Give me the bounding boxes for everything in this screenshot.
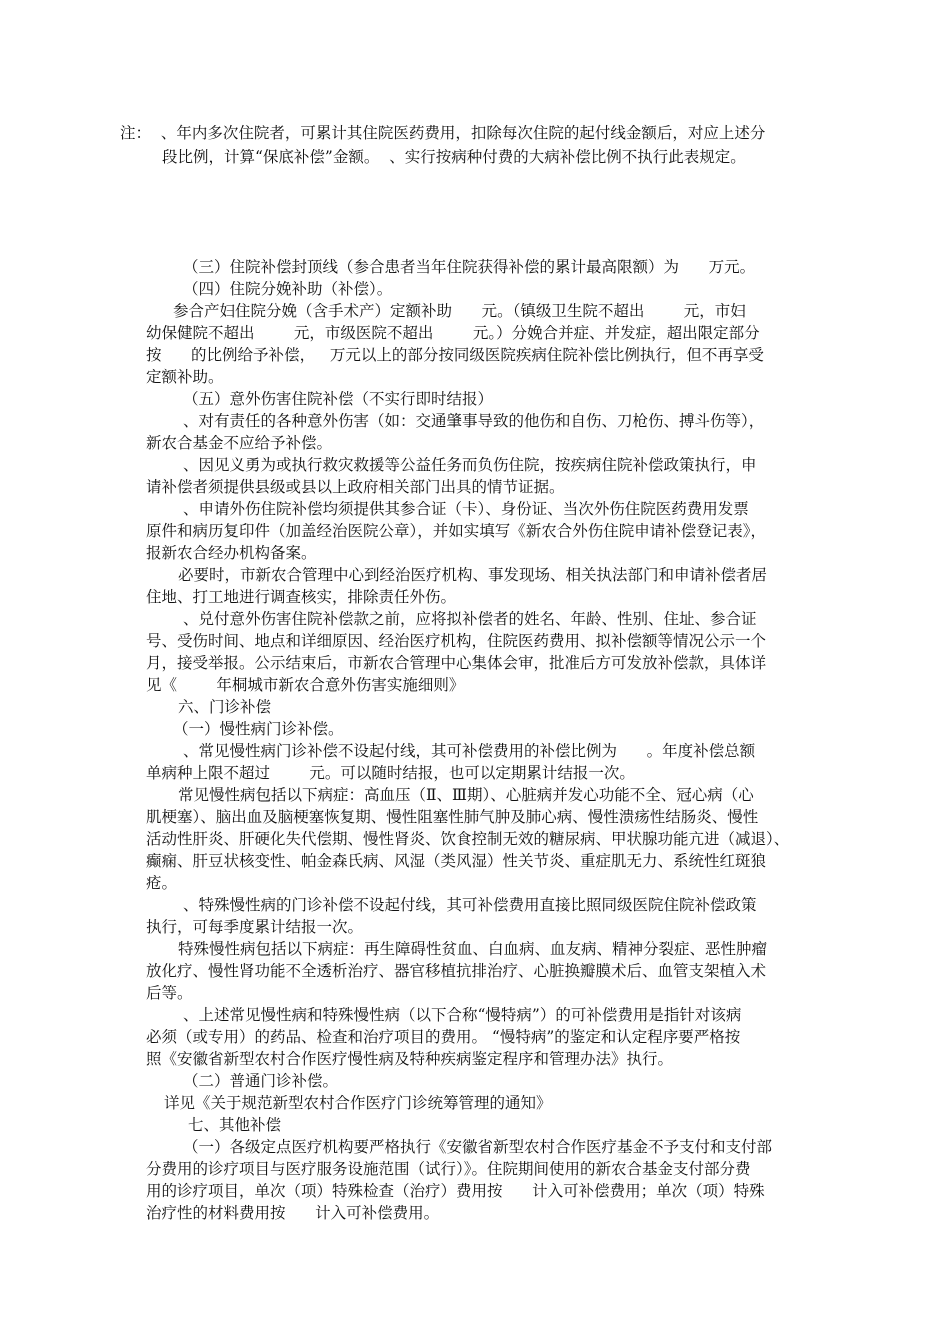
body-line: （一）慢性病门诊补偿。 [173,720,344,738]
body-line: 常见慢性病包括以下病症：高血压（Ⅱ、Ⅲ期）、心脏病并发心功能不全、冠心病（心 [178,786,754,804]
body-line: 详见《关于规范新型农村合作医疗门诊统筹管理的通知》 [164,1094,552,1112]
body-line: 分费用的诊疗项目与医疗服务设施范围（试行）》。住院期间使用的新农合基金支付部分费 [146,1160,751,1178]
body-line: 必须（或专用）的药品、检查和治疗项目的费用。 “慢特病”的鉴定和认定程序要严格按 [146,1028,741,1046]
body-line: 癫痫、肝豆状核变性、帕金森氏病、风湿（类风湿）性关节炎、重症肌无力、系统性红斑狼 [146,852,767,870]
body-line: 活动性肝炎、肝硬化失代偿期、慢性肾炎、饮食控制无效的糖尿病、甲状腺功能亢进（减退）、 [146,830,790,848]
body-line: 月，接受举报。公示结束后，市新农合管理中心集体会审，批准后方可发放补偿款，具体详 [146,654,767,672]
body-line: 、兑付意外伤害住院补偿款之前，应将拟补偿者的姓名、年龄、性别、住址、参合证 [183,610,757,628]
body-line: 、常见慢性病门诊补偿不设起付线，其可补偿费用的补偿比例为 。年度补偿总额 [183,742,756,760]
body-line: 住地、打工地进行调查核实，排除责任外伤。 [146,588,457,606]
body-line: （二）普通门诊补偿。 [183,1072,339,1090]
body-line: 参合产妇住院分娩（含手术产）定额补助 元。（镇级卫生院不超出 元，市妇 [173,302,746,320]
body-line: （一）各级定点医疗机构要严格执行《安徽省新型农村合作医疗基金不予支付和支付部 [183,1138,773,1156]
body-line: （四）住院分娩补助（补偿）。 [183,280,393,298]
body-line: 照《安徽省新型农村合作医疗慢性病及特种疾病鉴定程序和管理办法》执行。 [146,1050,674,1068]
body-line: 放化疗、慢性肾功能不全透析治疗、器官移植抗排治疗、心脏换瓣膜术后、血管支架植入术 [146,962,767,980]
body-line: 后等。 [146,984,193,1002]
body-line: 原件和病历复印件（加盖经治医院公章），并如实填写《新农合外伤住院申请补偿登记表》， [146,522,767,540]
body-line: 、申请外伤住院补偿均须提供其参合证（卡）、身份证、当次外伤住院医药费用发票 [183,500,749,518]
body-line: 肌梗塞）、脑出血及脑梗塞恢复期、慢性阻塞性肺气肿及肺心病、慢性溃疡性结肠炎、慢性 [146,808,759,826]
body-line: 请补偿者须提供县级或县以上政府相关部门出具的情节证据。 [146,478,565,496]
body-line: （五）意外伤害住院补偿（不实行即时结报） [183,390,494,408]
body-line: 必要时，市新农合管理中心到经治医疗机构、事发现场、相关执法部门和申请补偿者居 [178,566,768,584]
body-line: 号、受伤时间、地点和详细原因、经治医疗机构，住院医药费用、拟补偿额等情况公示一个 [146,632,767,650]
body-line: 、对有责任的各种意外伤害（如：交通肇事导致的他伤和自伤、刀枪伤、搏斗伤等）， [183,412,765,430]
body-line: 见《 年桐城市新农合意外伤害实施细则》 [146,676,465,694]
body-line: 、上述常见慢性病和特殊慢性病（以下合称“慢特病”）的可补偿费用是指针对该病 [183,1006,742,1024]
body-line: （三）住院补偿封顶线（参合患者当年住院获得补偿的累计最高限额）为 万元。 [183,258,756,276]
body-line: 用的诊疗项目，单次（项）特殊检查（治疗）费用按 计入可补偿费用；单次（项）特殊 [146,1182,765,1200]
body-line: 治疗性的材料费用按 计入可补偿费用。 [146,1204,440,1222]
body-line: 、因见义勇为或执行救灾救援等公益任务而负伤住院，按疾病住院补偿政策执行，申 [183,456,757,474]
body-line: 报新农合经办机构备案。 [146,544,317,562]
note-line: 注： 、年内多次住院者，可累计其住院医药费用，扣除每次住院的起付线金额后，对应上述分 [120,124,766,142]
body-line: 幼保健院不超出 元，市级医院不超出 元。）分娩合并症、并发症，超出限定部分 [146,324,760,342]
note-line: 段比例，计算“保底补偿”金额。 、实行按病种付费的大病补偿比例不执行此表规定。 [162,148,746,166]
body-line: 执行，可每季度累计结报一次。 [146,918,364,936]
body-line: 定额补助。 [146,368,224,386]
body-line: 六、门诊补偿 [178,698,272,716]
body-line: 七、其他补偿 [188,1116,282,1134]
body-line: 新农合基金不应给予补偿。 [146,434,333,452]
body-line: 单病种上限不超过 元。可以随时结报，也可以定期累计结报一次。 [146,764,635,782]
body-line: 按 的比例给予补偿， 万元以上的部分按同级医院疾病住院补偿比例执行，但不再享受 [146,346,764,364]
body-line: 疮。 [146,874,178,892]
body-line: 、特殊慢性病的门诊补偿不设起付线，其可补偿费用直接比照同级医院住院补偿政策 [183,896,757,914]
body-line: 特殊慢性病包括以下病症：再生障碍性贫血、白血病、血友病、精神分裂症、恶性肿瘤 [178,940,768,958]
